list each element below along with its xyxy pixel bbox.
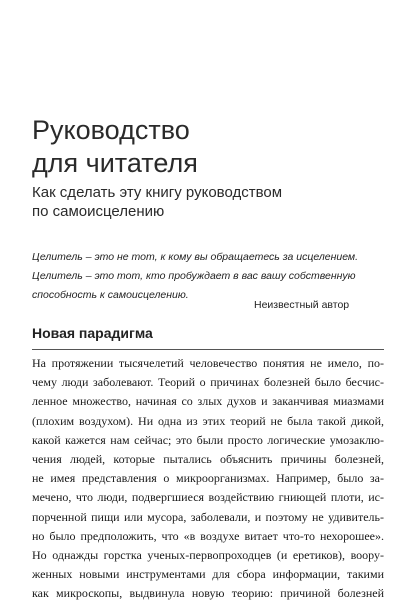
body-line: как микроскопы, выдвинула новую теорию: причиной болезней	[32, 586, 384, 601]
chapter-title	[32, 114, 392, 180]
body-line: какой кажется нам сейчас; это были просто логические умозаклю-	[32, 432, 384, 447]
epigraph-line: способность к самоисцелению.	[32, 289, 189, 301]
body-line: На протяжении тысячелетий человечество понятия не имело, по-	[32, 356, 384, 370]
body-line: (плохим воздухом). Ни одна из этих теорий не была такой дикой,	[32, 413, 384, 428]
body-line: Но однажды горстка ученых-первопроходцев (и еретиков), воору-	[32, 547, 384, 562]
body-paragraph	[32, 354, 384, 603]
body-line: чему люди заболевают. Теорий о причинах болезней было бесчис-	[32, 375, 384, 390]
section-divider	[32, 349, 384, 350]
body-line: ленное множество, начиная со злых духов и заканчивая миазмами	[32, 394, 384, 409]
chapter-title-line: Руководство	[32, 115, 190, 145]
epigraph-line: Целитель – это не тот, к кому вы обращаетесь за исцелением.	[32, 251, 359, 263]
body-line: женных новыми инструментами для сбора информации, такими	[32, 567, 384, 582]
chapter-subtitle	[32, 183, 392, 221]
epigraph-author: Неизвестный автор	[254, 299, 350, 311]
epigraph-line: Целитель – это тот, кто пробуждает в вас вашу собственную	[32, 270, 356, 282]
section-heading: Новая парадигма	[32, 325, 153, 341]
body-line: не имея представления о микроорганизмах. Например, было за-	[32, 471, 384, 486]
body-line: но было предположить, что «в воздухе витает что-то нехорошее».	[32, 528, 384, 543]
chapter-title-line: для читателя	[32, 148, 198, 178]
body-line: порченной пищи или мусора, заболевали, и поэтому не удивитель-	[32, 509, 384, 524]
body-line: мечено, что люди, подвергшиеся воздействию гниющей плоти, ис-	[32, 490, 384, 505]
chapter-subtitle-line: Как сделать эту книгу руководством	[32, 184, 283, 201]
epigraph	[32, 248, 392, 305]
chapter-subtitle-line: по самоисцелению	[32, 203, 165, 220]
body-line: чения людей, которые пытались объяснить причины болезней,	[32, 451, 384, 466]
